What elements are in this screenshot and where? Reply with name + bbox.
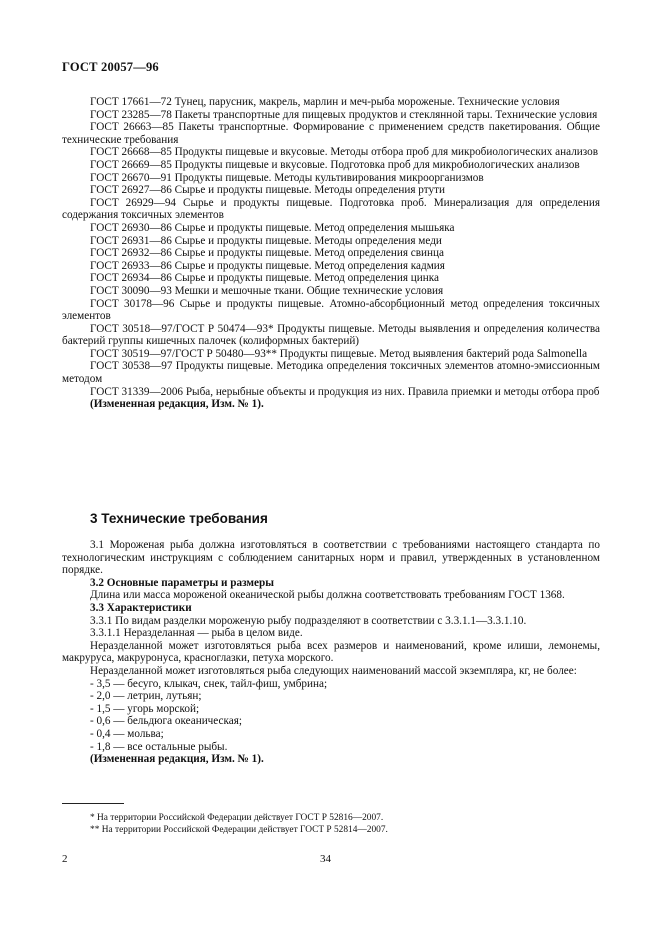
paragraph-3-3-1-1: 3.3.1.1 Неразделанная — рыба в целом виде.	[90, 627, 303, 640]
reference-item: ГОСТ 26670—91 Продукты пищевые. Методы культивирования микроорганизмов	[90, 171, 484, 184]
reference-item: ГОСТ 26927—86 Сырье и продукты пищевые. Методы определения ртути	[90, 184, 445, 197]
subheading-3-3: 3.3 Характеристики	[90, 601, 192, 614]
list-item: - 0,4 — мольва;	[90, 727, 164, 740]
reference-item: ГОСТ 30518—97/ГОСТ Р 50474—93* Продукты пищевые. Методы выявления и определения количества бактерий группы кишечных палочек (колиформных бактерий)	[62, 322, 600, 348]
reference-item: ГОСТ 30538—97 Продукты пищевые. Методика определения токсичных элементов атомно-эмиссионным методом	[62, 360, 600, 386]
reference-item: ГОСТ 31339—2006 Рыба, нерыбные объекты и продукция из них. Правила приемки и методы отбора проб	[90, 385, 600, 398]
reference-item: ГОСТ 17661—72 Тунец, парусник, макрель, марлин и меч-рыба мороженые. Технические условия	[90, 96, 560, 108]
list-item: - 3,5 — бесуго, клыкач, снек, тайл-фиш, умбрина;	[90, 677, 328, 690]
reference-item: ГОСТ 26933—86 Сырье и продукты пищевые. Метод определения кадмия	[90, 259, 445, 272]
reference-item: ГОСТ 23285—78 Пакеты транспортные для пищевых продуктов и стеклянной тары. Технические условия	[90, 108, 598, 121]
reference-item: ГОСТ 26929—94 Сырье и продукты пищевые. Подготовка проб. Минерализация для определения содержания токсичных элементов	[62, 196, 600, 222]
footnote: * На территории Российской Федерации действует ГОСТ Р 52816—2007.	[90, 813, 384, 823]
revision-note: (Измененная редакция, Изм. № 1).	[90, 753, 264, 766]
list-item: - 1,8 — все остальные рыбы.	[90, 740, 228, 753]
footnotes	[62, 812, 600, 836]
normative-references	[62, 96, 600, 411]
paragraph-3-1: 3.1 Мороженая рыба должна изготовляться в соответствии с требованиями настоящего стандарта по технологическим инструкциям с соблюдением санитарных норм и правил, утвержденных в установленном порядке.	[62, 539, 600, 577]
paragraph-exceptions: Неразделанной может изготовляться рыба всех размеров и наименований, кроме илиши, лемонемы, макруруса, макруронуса, красноглазки, петуха морского.	[62, 639, 600, 665]
reference-item: ГОСТ 30519—97/ГОСТ Р 50480—93** Продукты пищевые. Метод выявления бактерий рода Salmonella	[90, 347, 588, 360]
section-body	[62, 539, 600, 766]
paragraph-mass-limits: Неразделанной может изготовляться рыба следующих наименований массой экземпляра, кг, не более:	[90, 664, 577, 677]
sheet-number: 34	[320, 853, 331, 865]
list-item: - 2,0 — летрин, лутьян;	[90, 690, 202, 703]
footnote-divider	[62, 803, 124, 804]
paragraph-3-3-1: 3.3.1 По видам разделки мороженую рыбу подразделяют в соответствии с 3.3.1.1—3.3.1.10.	[90, 614, 527, 627]
page-number: 2	[62, 853, 68, 865]
revision-note: (Измененная редакция, Изм. № 1).	[90, 398, 264, 411]
subheading-3-2: 3.2 Основные параметры и размеры	[90, 576, 274, 589]
reference-item: ГОСТ 26930—86 Сырье и продукты пищевые. Метод определения мышьяка	[90, 221, 455, 234]
reference-item: ГОСТ 30178—96 Сырье и продукты пищевые. Атомно-абсорбционный метод определения токсичных элементов	[62, 297, 600, 323]
reference-item: ГОСТ 26668—85 Продукты пищевые и вкусовые. Методы отбора проб для микробиологических анализов	[90, 146, 599, 159]
reference-item: ГОСТ 26932—86 Сырье и продукты пищевые. Метод определения свинца	[90, 247, 444, 260]
reference-item: ГОСТ 26931—86 Сырье и продукты пищевые. Методы определения меди	[90, 234, 442, 247]
reference-item: ГОСТ 30090—93 Мешки и мешочные ткани. Общие технические условия	[90, 284, 444, 297]
reference-item: ГОСТ 26669—85 Продукты пищевые и вкусовые. Подготовка проб для микробиологических анализов	[90, 158, 580, 171]
reference-item: ГОСТ 26663—85 Пакеты транспортные. Формирование с применением средств пакетирования. Общие технические требования	[62, 121, 600, 146]
paragraph-3-2: Длина или масса мороженой океанической рыбы должна соответствовать требованиям ГОСТ 1368.	[90, 589, 565, 602]
list-item: - 1,5 — угорь морской;	[90, 702, 200, 715]
document-header: ГОСТ 20057—96	[62, 60, 159, 74]
section-title: 3 Технические требования	[90, 511, 268, 526]
reference-item: ГОСТ 26934—86 Сырье и продукты пищевые. Метод определения цинка	[90, 272, 439, 285]
list-item: - 0,6 — бельдюга океаническая;	[90, 715, 242, 728]
footnote: ** На территории Российской Федерации действует ГОСТ Р 52814—2007.	[90, 825, 388, 836]
